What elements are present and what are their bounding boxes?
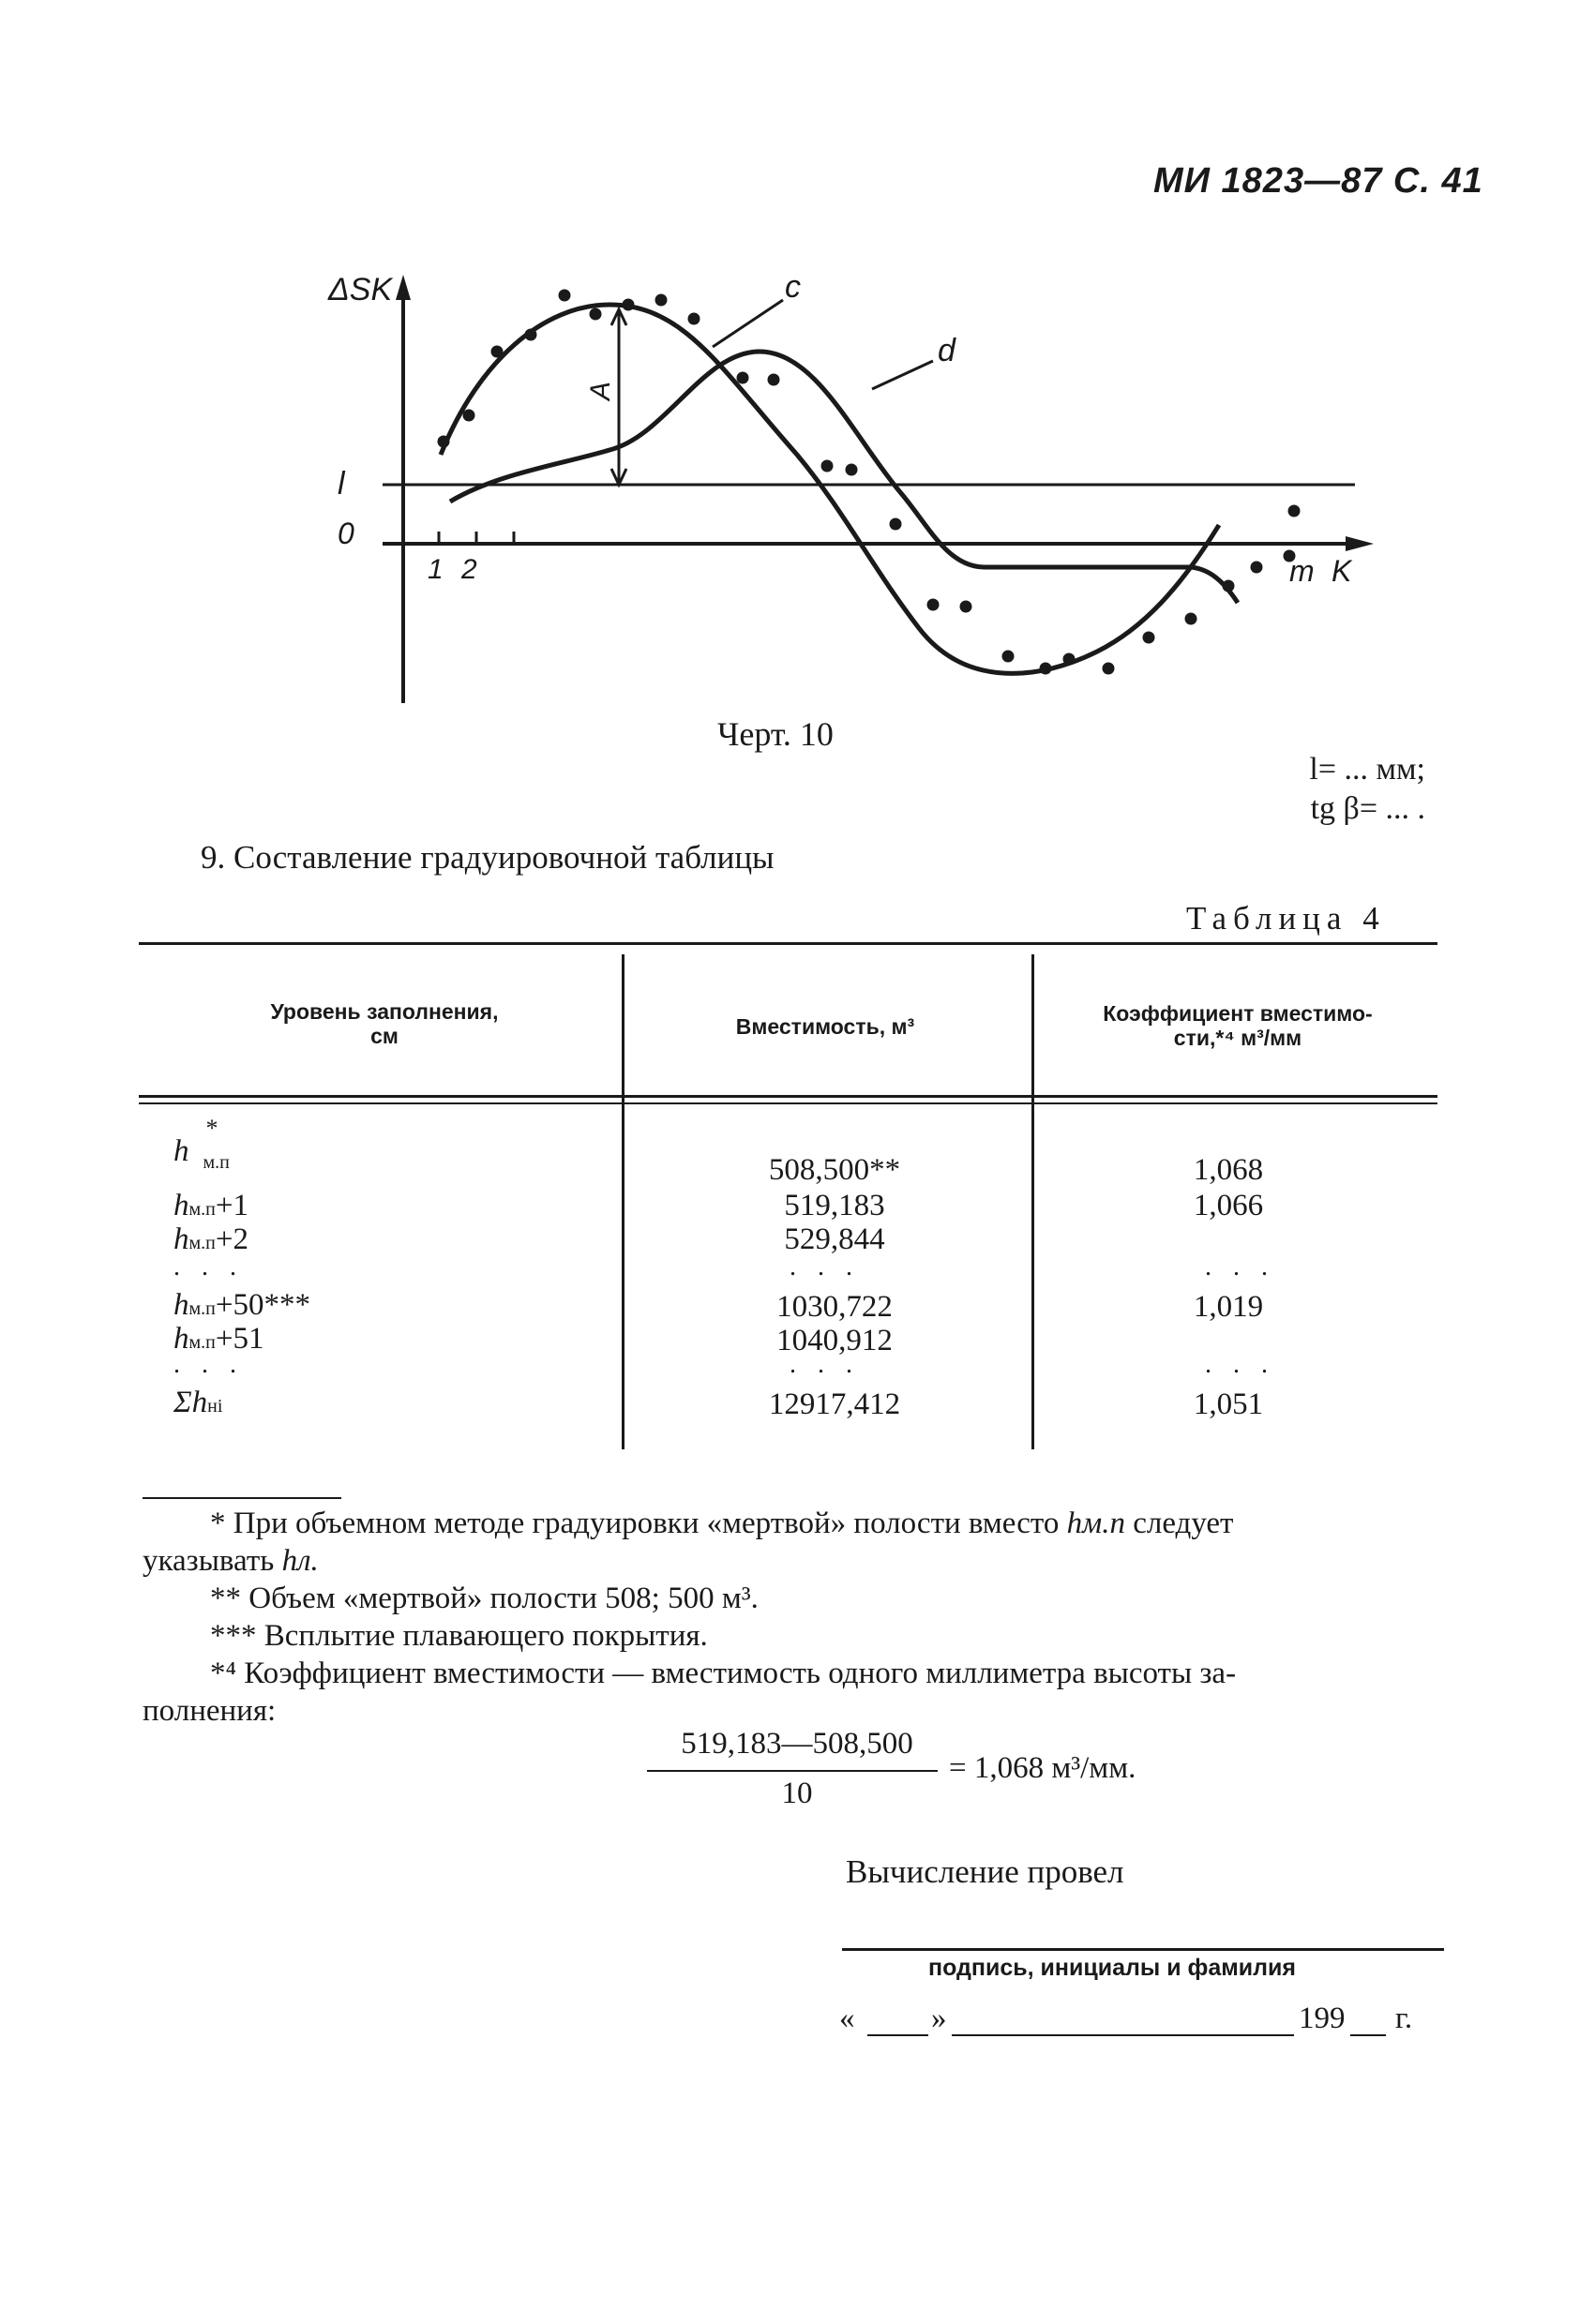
table-row-level: Σhнi [173, 1386, 223, 1419]
table-top-rule [139, 942, 1437, 945]
table-row-capacity: 1040,912 [776, 1324, 893, 1357]
table-col-divider-2 [1031, 954, 1034, 1449]
table-header-rule-2 [139, 1102, 1437, 1104]
footnote-3: *** Всплытие плавающего покрытия. [210, 1619, 708, 1653]
header-capacity: Вместимость, м³ [735, 1014, 915, 1039]
header-coef-line1: Коэффициент вместимо- [1103, 1001, 1373, 1026]
table-caption: Таблица 4 [1186, 900, 1386, 937]
tick-2-label: 2 [461, 554, 477, 585]
footnote-rule [143, 1497, 341, 1499]
footnote-4-cont: полнения: [143, 1694, 277, 1728]
table-row-level: $h^*_{м.п}$ [173, 1115, 230, 1173]
footnote-1: * При объемном методе градуировки «мертвой» полости вместо hм.п следует [210, 1507, 1234, 1540]
table-row-coef: 1,051 [1193, 1387, 1264, 1421]
ellipsis: . . . [1205, 1350, 1275, 1379]
footnote-4: *⁴ Коэффициент вместимости — вместимость одного миллиметра высоты за- [210, 1657, 1237, 1690]
x-k-label: K [1332, 554, 1352, 588]
ellipsis: . . . [173, 1252, 244, 1282]
document-code: МИ 1823—87 С. 41 [1153, 161, 1483, 201]
formula-denominator: 10 [781, 1777, 813, 1810]
signature-line [842, 1948, 1444, 1951]
date-year-line [1350, 2034, 1386, 2036]
table-row-capacity: 519,183 [784, 1189, 885, 1222]
table-row-capacity: 1030,722 [776, 1290, 893, 1324]
table-row-level: hм.п+50*** [173, 1288, 310, 1322]
header-level-line1: Уровень заполнения, [270, 999, 499, 1024]
calculation-label: Вычисление провел [846, 1853, 1124, 1890]
footnote-1-cont: указывать hл. [143, 1544, 319, 1578]
date-quote-close: » [931, 2002, 947, 2035]
ellipsis: . . . [173, 1350, 244, 1379]
table-row-coef: 1,019 [1193, 1290, 1264, 1324]
section-title: 9. Составление градуировочной таблицы [201, 839, 775, 876]
date-month-line [952, 2034, 1294, 2036]
header-coef-line2: сти,*⁴ м³/мм [1173, 1026, 1302, 1050]
formula-numerator: 519,183—508,500 [681, 1727, 913, 1761]
param-l: l= ... мм; [1309, 752, 1425, 787]
leader-c [713, 300, 783, 347]
figure-parameters [1144, 750, 1425, 829]
header-level [188, 999, 581, 1048]
curve-c [441, 305, 1219, 673]
measurement-points [438, 290, 1301, 675]
table-row-capacity: 529,844 [784, 1222, 885, 1256]
curve-d-label: d [938, 333, 955, 368]
y-axis-arrow [396, 275, 411, 300]
date-year-suffix: г. [1395, 2002, 1413, 2035]
table-row-level: hм.п+51 [173, 1322, 264, 1356]
table-header-rule-1 [139, 1095, 1437, 1098]
y-axis-label: ΔSK [328, 272, 393, 307]
date-quote-open: « [839, 2002, 855, 2035]
footnote-2: ** Объем «мертвой» полости 508; 500 м³. [210, 1582, 759, 1615]
table-row-coef: 1,066 [1193, 1189, 1264, 1222]
table-row-capacity: 12917,412 [768, 1387, 901, 1421]
level-l-label: l [338, 466, 345, 502]
table-row-level: hм.п+2 [173, 1222, 248, 1256]
header-level-line2: см [370, 1024, 399, 1048]
signature-caption: подпись, инициалы и фамилия [928, 1955, 1296, 1981]
figure-caption: Черт. 10 [717, 715, 834, 753]
param-tg-beta: tg β= ... . [1310, 791, 1425, 826]
header-coef [1050, 1001, 1425, 1050]
formula-result: = 1,068 м³/мм. [949, 1751, 1136, 1785]
ellipsis: . . . [1205, 1252, 1275, 1282]
zero-label: 0 [338, 517, 354, 550]
table-row-capacity: 508,500** [768, 1153, 901, 1187]
curve-c-label: c [785, 269, 801, 305]
table-row-level: hм.п+1 [173, 1189, 248, 1222]
table-col-divider-1 [622, 954, 624, 1449]
amplitude-label: A [585, 381, 616, 400]
curve-d [450, 352, 1238, 603]
leader-d [872, 361, 933, 389]
date-year: 199 [1299, 2002, 1346, 2035]
calibration-chart [309, 258, 1407, 708]
formula-fraction-bar [647, 1770, 938, 1772]
date-day-line [867, 2034, 928, 2036]
x-m-label: m [1289, 554, 1315, 588]
tick-1-label: 1 [428, 554, 444, 585]
ellipsis: . . . [790, 1252, 860, 1282]
ellipsis: . . . [790, 1350, 860, 1379]
table-row-coef: 1,068 [1193, 1153, 1264, 1187]
x-axis-arrow [1346, 536, 1374, 551]
